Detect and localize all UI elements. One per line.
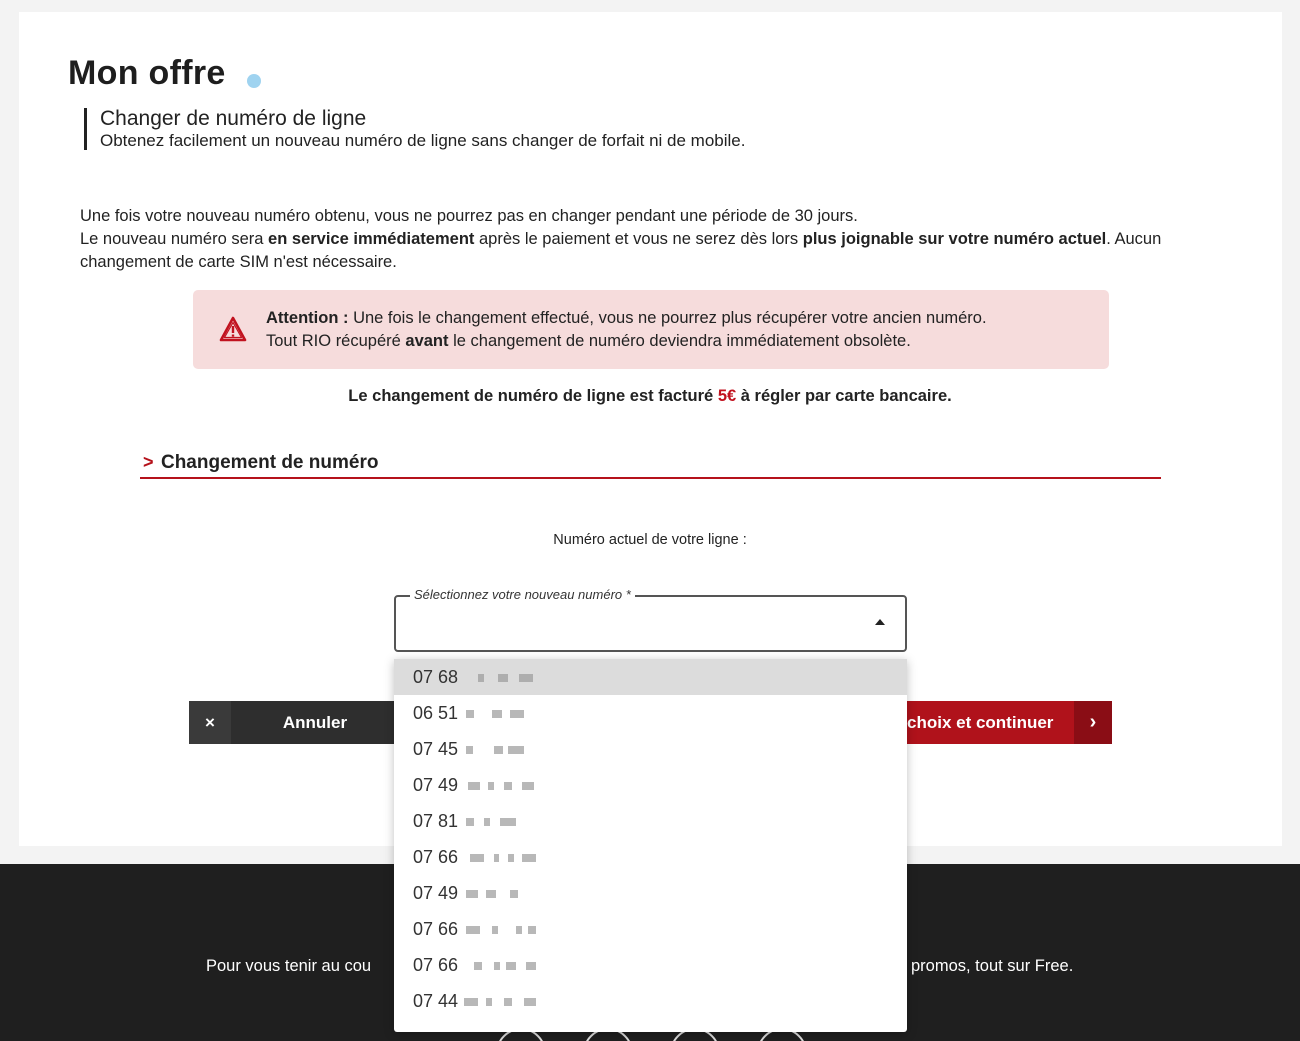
subtitle-block: [84, 108, 745, 150]
number-prefix: 07 49: [413, 882, 459, 903]
number-option[interactable]: [394, 839, 907, 875]
caret-up-icon[interactable]: [875, 619, 885, 625]
billing-text: à régler par carte bancaire.: [736, 387, 952, 405]
number-prefix: 07 81: [413, 810, 459, 831]
number-option[interactable]: [394, 947, 907, 983]
cancel-button-label: Annuler: [282, 712, 348, 732]
alert-text-part: le changement de numéro deviendra immédiatement obsolète.: [448, 332, 911, 350]
chevron-right-icon: ›: [1074, 701, 1112, 744]
number-option[interactable]: [394, 803, 907, 839]
continue-button-label: choix et continuer: [907, 712, 1054, 732]
section-header: [140, 452, 1161, 479]
number-option[interactable]: [394, 659, 907, 695]
redacted-digits: [464, 742, 538, 756]
redacted-digits: [464, 814, 538, 828]
redacted-digits: [464, 706, 538, 720]
redacted-digits: [464, 670, 538, 684]
number-option[interactable]: [394, 695, 907, 731]
redacted-digits: [464, 994, 538, 1008]
redacted-digits: [464, 958, 538, 972]
number-prefix: 07 66: [413, 918, 459, 939]
billing-text: Le changement de numéro de ligne est facturé: [348, 387, 718, 405]
subtitle-description: Obtenez facilement un nouveau numéro de ligne sans changer de forfait ni de mobile.: [100, 131, 746, 150]
title-dot-decoration: [247, 74, 261, 88]
redacted-digits: [464, 886, 538, 900]
section-title: Changement de numéro: [160, 452, 379, 473]
intro-emphasis-immediate: en service immédiatement: [268, 230, 475, 248]
alert-text-part: Tout RIO récupéré: [266, 332, 406, 350]
billing-price: 5€: [717, 387, 737, 405]
number-option[interactable]: [394, 731, 907, 767]
intro-line-1: Une fois votre nouveau numéro obtenu, vous ne pourrez pas en changer pendant une période de 30 jours.: [80, 207, 858, 225]
intro-text: [80, 205, 1200, 274]
footer-text-left: Pour vous tenir au cou: [206, 957, 372, 975]
select-legend: Sélectionnez votre nouveau numéro *: [410, 587, 635, 602]
number-option[interactable]: [394, 983, 907, 1019]
validate-continue-button[interactable]: [880, 701, 1112, 744]
number-option[interactable]: [394, 911, 907, 947]
number-prefix: 07 68: [413, 666, 459, 687]
close-icon: ×: [189, 701, 231, 744]
new-number-select[interactable]: [394, 587, 907, 652]
redacted-digits: [464, 778, 538, 792]
alert-text-part: Une fois le changement effectué, vous ne pourrez plus récupérer votre ancien numéro.: [348, 309, 987, 327]
warning-alert: [193, 290, 1109, 369]
number-prefix: 07 49: [413, 774, 459, 795]
intro-line-2: [80, 228, 1200, 274]
intro-text-part: après le paiement et vous ne serez dès lors: [474, 230, 803, 248]
number-prefix: 06 51: [413, 702, 459, 723]
alert-label: Attention :: [266, 309, 349, 327]
subtitle-heading: Changer de numéro de ligne: [100, 107, 367, 130]
redacted-digits: [464, 850, 538, 864]
section-chevron-icon: >: [143, 452, 154, 472]
page-title: Mon offre: [68, 54, 226, 92]
billing-notice: [0, 387, 1300, 406]
number-prefix: 07 44: [413, 990, 459, 1011]
cancel-button[interactable]: [189, 701, 399, 744]
intro-emphasis-unreachable: plus joignable sur votre numéro actuel: [802, 230, 1107, 248]
alert-text: [266, 307, 987, 353]
number-option[interactable]: [394, 767, 907, 803]
number-prefix: 07 66: [413, 846, 459, 867]
number-option[interactable]: [394, 875, 907, 911]
current-number-label: Numéro actuel de votre ligne :: [553, 532, 747, 548]
alert-line-1: [266, 307, 987, 330]
alert-emphasis: avant: [405, 332, 449, 350]
intro-text-part: Le nouveau numéro sera: [80, 230, 269, 248]
alert-line-2: [266, 330, 987, 353]
intro-text-part: . Aucun changement de carte SIM n'est nécessaire.: [80, 230, 1162, 271]
number-prefix: 07 45: [413, 738, 459, 759]
footer-text-right: promos, tout sur Free.: [911, 957, 1074, 975]
number-prefix: 07 66: [413, 954, 459, 975]
redacted-digits: [464, 922, 538, 936]
warning-triangle-icon: [219, 316, 247, 342]
number-dropdown-list: [394, 659, 907, 1032]
